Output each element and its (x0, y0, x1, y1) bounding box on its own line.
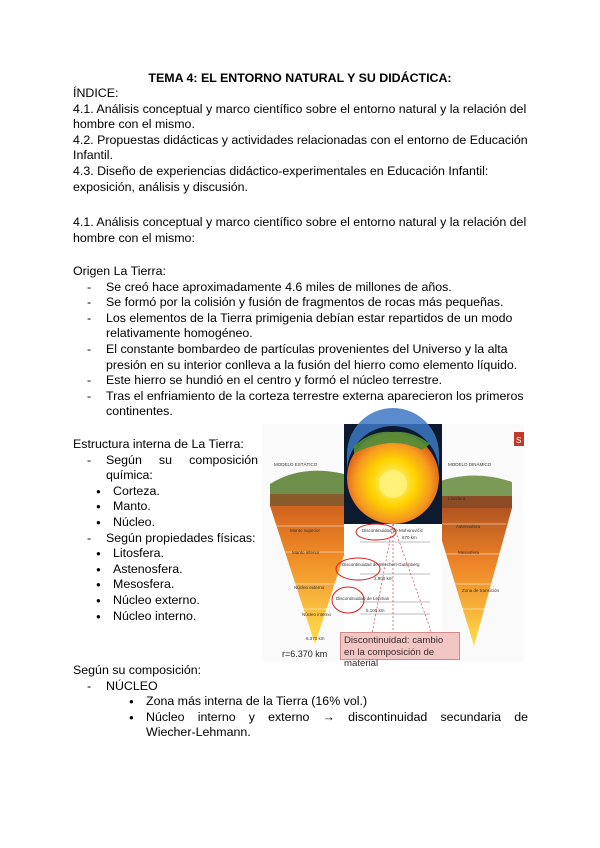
index-item-2-line-1: 4.2. Propuestas didácticas y actividades relacionadas con el entorno de Educación (73, 132, 528, 147)
left-layer-label: Manto superior (290, 528, 321, 533)
list-item: ● Manto. (40, 499, 258, 515)
index-heading: ÍNDICE: (73, 86, 119, 100)
origin-section (73, 264, 528, 420)
list-item: ● Litosfera. (40, 546, 258, 562)
disc-label: Discontinuidad de Wiechert-Gutenberg (342, 562, 420, 567)
physical-items (40, 546, 258, 624)
structure-list (73, 453, 258, 484)
index-item-1-line-2: hombre con el mismo. (73, 117, 195, 132)
section-41-heading (73, 215, 528, 246)
depth-label: 670 km (402, 535, 417, 540)
depth-label: 2.900 km (374, 576, 393, 581)
earth-structure-figure (262, 424, 524, 669)
index-item-2-line-2: Infantil. (73, 148, 113, 163)
left-layer-label: Núcleo externo (294, 585, 325, 590)
list-item: - Este hierro se hundió en el centro y formó el núcleo terrestre. (73, 373, 528, 389)
disc-label: Discontinuidad de Lehman (336, 596, 390, 601)
composition-items (40, 484, 258, 531)
depth-label: 5.100 km (366, 608, 385, 613)
left-model-label: MODELO ESTÁTICO (274, 462, 318, 467)
corner-tag-label: S (516, 436, 522, 445)
left-layer-label: Manto inferior (292, 550, 320, 555)
list-item: ● Astenosfera. (40, 562, 258, 578)
list-item: ● Núcleo externo. (40, 593, 258, 609)
structure-heading: Estructura interna de La Tierra: (73, 437, 244, 451)
list-item: - Se creó hace aproximadamente 4.6 miles de millones de años. (73, 280, 528, 296)
left-layer-label: Núcleo interno (302, 612, 332, 617)
list-item: - Los elementos de la Tierra primigenia debían estar repartidos de un modo relativamente homogéneo. (73, 311, 528, 342)
physical-list (73, 531, 258, 547)
nucleus-items (73, 694, 528, 741)
depth-label: 6.370 km (306, 636, 325, 641)
list-item: - Tras el enfriamiento de la corteza terrestre externa aparecieron los primeros continentes. (73, 389, 528, 420)
right-layer-label: Astenosfera (456, 524, 481, 529)
right-layer-label: Mesosfera (458, 550, 480, 555)
list-item: - Se formó por la colisión y fusión de fragmentos de rocas más pequeñas. (73, 295, 528, 311)
list-item: - Según propiedades físicas: (73, 531, 258, 547)
disc-label: Discontinuidad de Mohorovičić (362, 528, 424, 533)
list-item: ● Núcleo interno. (40, 609, 258, 625)
list-item: - NÚCLEO (73, 679, 528, 695)
composition-heading: Según su composición: (73, 663, 202, 677)
list-item: ● Núcleo. (40, 515, 258, 531)
structure-section (73, 437, 258, 624)
section-41-line-1: 4.1. Análisis conceptual y marco científico sobre el entorno natural y la relación del (73, 215, 527, 229)
index-section (73, 86, 528, 195)
composition-section (73, 663, 528, 741)
composition-group-list (73, 679, 528, 695)
radius-label: r=6.370 km (282, 649, 328, 659)
section-41-line-2: hombre con el mismo: (73, 230, 195, 245)
list-item: ● Mesosfera. (40, 577, 258, 593)
list-item: - Según su composición química: (73, 453, 258, 484)
list-item: ● Núcleo interno y externo → discontinuidad secundaria de Wiecher-Lehmann. (73, 710, 528, 741)
origin-heading: Origen La Tierra: (73, 264, 166, 278)
right-layer-label: Zona de transición (462, 588, 500, 593)
index-item-3-line-1: 4.3. Diseño de experiencias didáctico-experimentales en Educación Infantil: (73, 163, 489, 178)
list-item: - El constante bombardeo de partículas provenientes del Universo y la alta presión en su interior conlleva a la fusión del hierro como elemento líquido. (73, 342, 528, 373)
discontinuity-caption: Discontinuidad: cambio en la composición de material (340, 632, 460, 660)
index-item-3-line-2: exposición, análisis y discusión. (73, 179, 248, 194)
right-layer-label: Litosfera (448, 496, 466, 501)
index-item-1-line-1: 4.1. Análisis conceptual y marco científico sobre el entorno natural y la relación del (73, 101, 527, 116)
list-item: ● Corteza. (40, 484, 258, 500)
origin-list (73, 280, 528, 420)
document-title: TEMA 4: EL ENTORNO NATURAL Y SU DIDÁCTICA: (148, 71, 452, 85)
list-item: ● Zona más interna de la Tierra (16% vol.) (73, 694, 528, 710)
right-model-label: MODELO DINÁMICO (448, 462, 492, 467)
earth-diagram (262, 424, 524, 662)
